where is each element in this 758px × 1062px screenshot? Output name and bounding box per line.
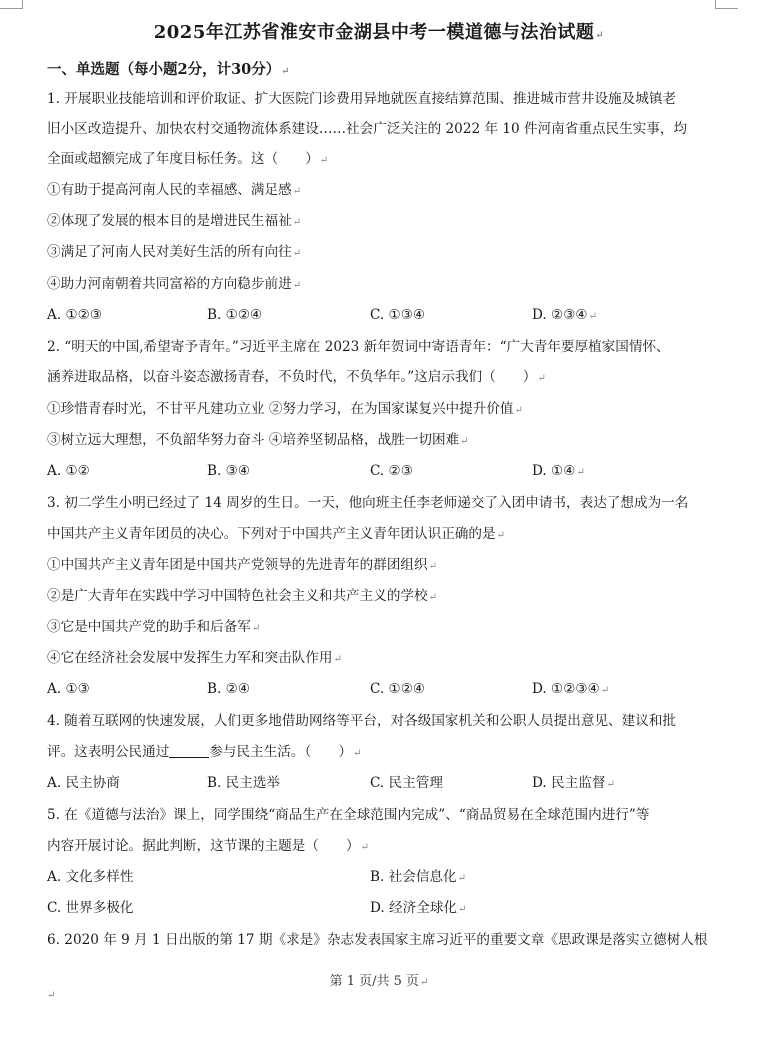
option-a: A. ①② bbox=[47, 463, 90, 479]
question-2-line-2: 涵养进取品格，以奋斗姿态激扬青春，不负时代，不负华年。”这启示我们（ ）↵ bbox=[47, 369, 546, 385]
question-4-line-1: 4. 随着互联网的快速发展，人们更多地借助网络等平台，对各级国家机关和公职人员提出意见、建议和批 bbox=[47, 713, 677, 729]
question-1-options bbox=[47, 305, 707, 325]
question-3-statement-2: ②是广大青年在实践中学习中国特色社会主义和共产主义的学校↵ bbox=[47, 588, 438, 604]
question-1-statement-2: ②体现了发展的根本目的是增进民生福祉↵ bbox=[47, 213, 302, 229]
option-b: B. 社会信息化↵ bbox=[370, 869, 466, 885]
option-b: B. ②④ bbox=[207, 681, 251, 697]
option-c: C. 民主管理 bbox=[370, 775, 443, 791]
question-2-statement-2: ③树立远大理想，不负韶华努力奋斗 ④培养坚韧品格，战胜一切困难↵ bbox=[47, 432, 469, 448]
question-5-options-row-1 bbox=[47, 867, 707, 887]
question-1-statement-1: ①有助于提高河南人民的幸福感、满足感↵ bbox=[47, 182, 302, 198]
question-5-line-1: 5. 在《道德与法治》课上，同学围绕“商品生产在全球范围内完成”、“商品贸易在全球范围内进行”等 bbox=[47, 807, 650, 823]
question-1-line-1: 1. 开展职业技能培训和评价取证、扩大医院门诊费用异地就医直接结算范围、推进城市营井设施及城镇老 bbox=[47, 91, 677, 107]
answer-blank bbox=[169, 743, 209, 758]
question-4-options bbox=[47, 773, 707, 793]
option-c: C. 世界多极化 bbox=[47, 900, 134, 916]
page-corner-mark bbox=[715, 0, 738, 9]
page-corner-mark bbox=[0, 0, 23, 9]
document-title: 2025年江苏省淮安市金湖县中考一模道德与法治试题↵ bbox=[153, 22, 605, 43]
question-2-line-1: 2. “明天的中国,希望寄予青年。”习近平主席在 2023 新年贺词中寄语青年：“广大青年要厚植家国情怀、 bbox=[47, 339, 670, 355]
option-d: D. ②③④↵ bbox=[532, 307, 598, 323]
option-c: C. ①②④ bbox=[370, 681, 426, 697]
option-c: C. ②③ bbox=[370, 463, 413, 479]
question-3-statement-3: ③它是中国共产党的助手和后备军↵ bbox=[47, 619, 261, 635]
option-d: D. ①②③④↵ bbox=[532, 681, 610, 697]
option-a: A. 民主协商 bbox=[47, 775, 120, 791]
option-d: D. ①④↵ bbox=[532, 463, 585, 479]
option-d: D. 经济全球化↵ bbox=[370, 900, 467, 916]
question-4-line-2: 评。这表明公民通过 参与民主生活。（ ）↵ bbox=[47, 744, 362, 760]
question-1-line-3: 全面或超额完成了年度目标任务。这（ ）↵ bbox=[47, 151, 329, 167]
section-heading: 一、单选题（每小题2分，计30分）↵ bbox=[47, 61, 290, 78]
question-3-options bbox=[47, 679, 707, 699]
option-b: B. ③④ bbox=[207, 463, 251, 479]
question-6-line-1: 6. 2020 年 9 月 1 日出版的第 17 期《求是》杂志发表国家主席习近平的重要文章《思政课是落实立德树人根 bbox=[47, 932, 708, 948]
question-2-statement-1: ①珍惜青春时光，不甘平凡建功立业 ②努力学习，在为国家谋复兴中提升价值↵ bbox=[47, 401, 523, 417]
option-a: A. ①③ bbox=[47, 681, 90, 697]
question-2-options bbox=[47, 461, 707, 481]
option-c: C. ①③④ bbox=[370, 307, 426, 323]
question-3-line-2: 中国共产主义青年团员的决心。下列对于中国共产主义青年团认识正确的是↵ bbox=[47, 526, 505, 542]
question-3-line-1: 3. 初二学生小明已经过了 14 周岁的生日。一天，他向班主任李老师递交了入团申请书，表达了想成为一名 bbox=[47, 495, 689, 511]
question-5-line-2: 内容开展讨论。据此判断，这节课的主题是（ ）↵ bbox=[47, 838, 370, 854]
option-a: A. ①②③ bbox=[47, 307, 103, 323]
question-1-statement-3: ③满足了河南人民对美好生活的所有向往↵ bbox=[47, 244, 302, 260]
question-1-line-2: 旧小区改造提升、加快农村交通物流体系建设……社会广泛关注的 2022 年 10 件河南省重点民生实事，均 bbox=[47, 121, 688, 137]
option-d: D. 民主监督↵ bbox=[532, 775, 615, 791]
question-3-statement-4: ④它在经济社会发展中发挥生力军和突击队作用↵ bbox=[47, 650, 342, 666]
question-1-statement-4: ④助力河南朝着共同富裕的方向稳步前进↵ bbox=[47, 276, 302, 292]
option-a: A. 文化多样性 bbox=[47, 869, 134, 885]
page-footer: 第 1 页/共 5 页↵ bbox=[329, 974, 429, 989]
question-3-statement-1: ①中国共产主义青年团是中国共产党领导的先进青年的群团组织↵ bbox=[47, 557, 438, 573]
question-5-options-row-2 bbox=[47, 898, 707, 918]
option-b: B. 民主选举 bbox=[207, 775, 281, 791]
paragraph-mark: ↵ bbox=[47, 990, 56, 1001]
option-b: B. ①②④ bbox=[207, 307, 263, 323]
